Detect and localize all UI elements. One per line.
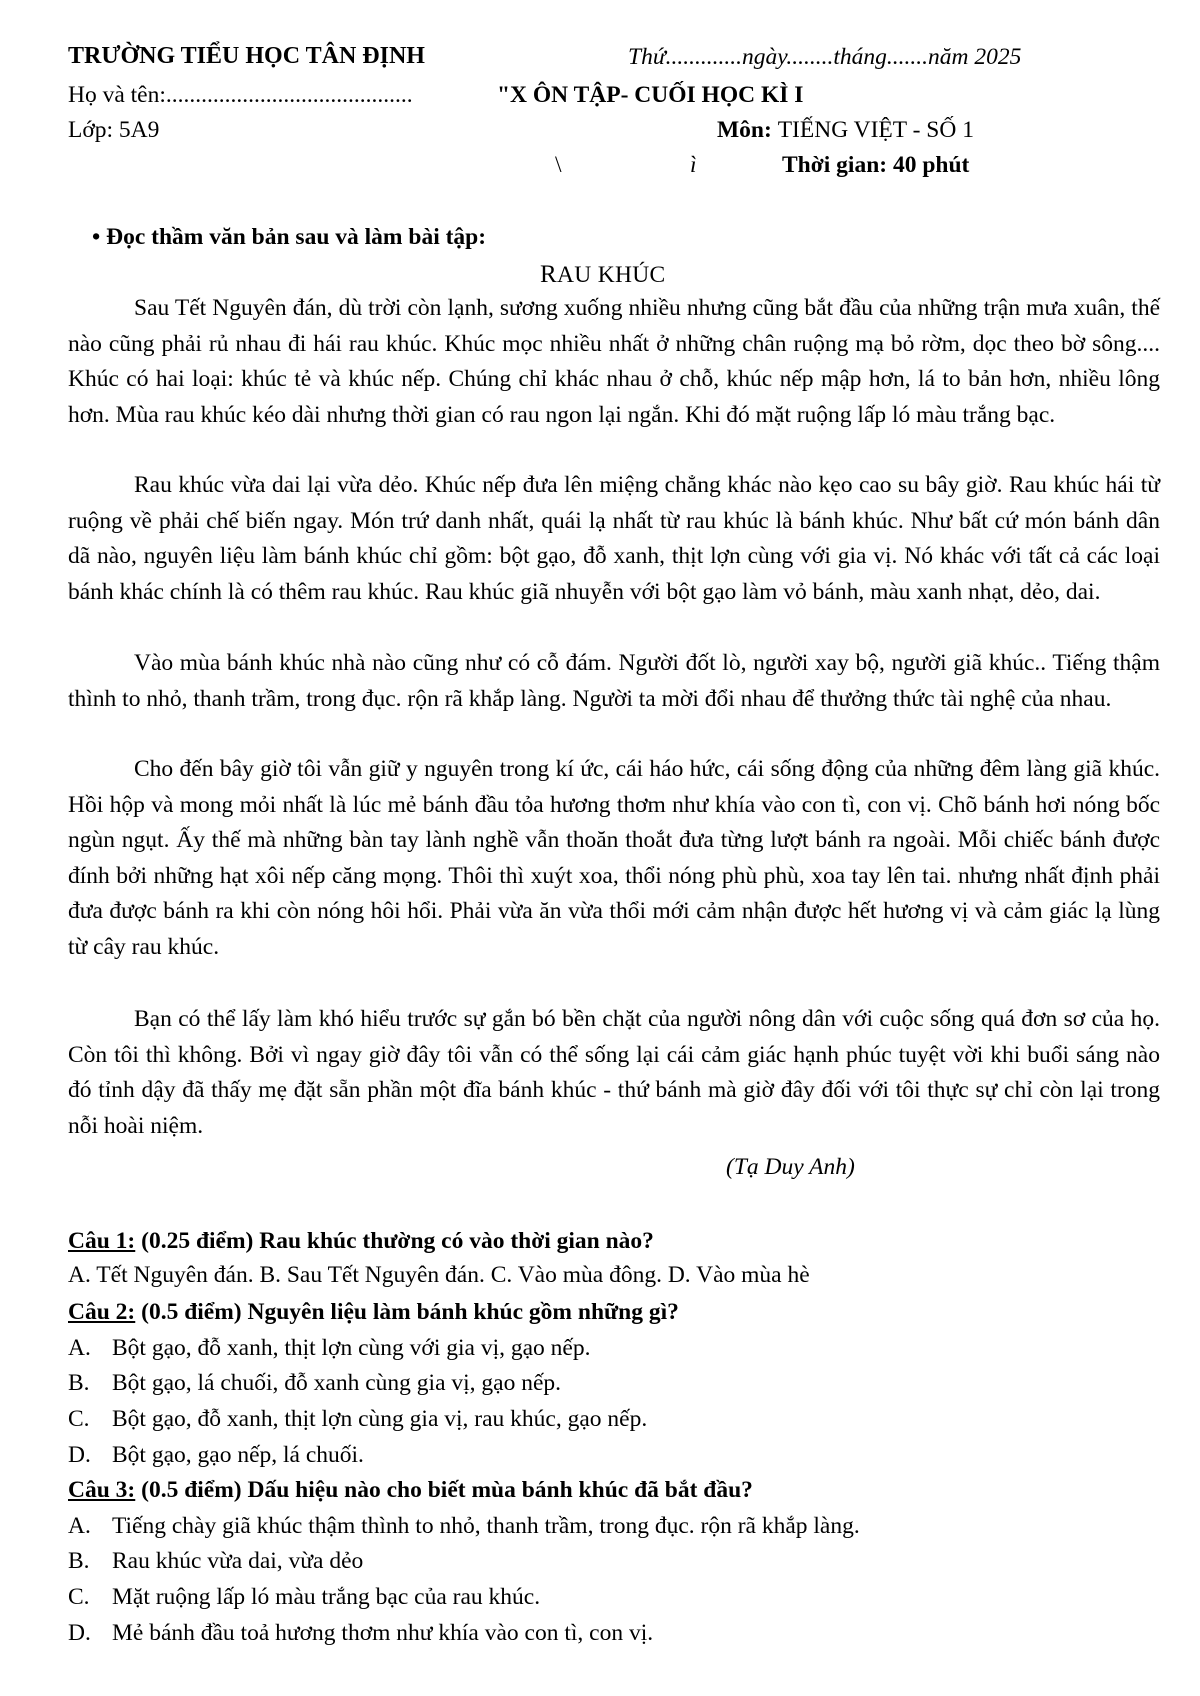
stray-mark-2: ì (690, 152, 697, 178)
subject-label: Môn: TIẾNG VIỆT - SỐ 1 (717, 117, 974, 143)
story-paragraph-5: Bạn có thể lấy làm khó hiểu trước sự gắn bó bền chặt của người nông dân với cuộc sống quá đơn sơ của họ. Còn tôi thì không. Bởi vì ngay giờ đây tôi vẫn có thể sống lại cái cảm giác hạnh phúc tuyệt vời khi buổi sáng nào đó tỉnh dậy đã thấy mẹ đặt sẵn phần một đĩa bánh khúc - thứ bánh mà giờ đây đối với tôi thực sự chỉ còn lại trong nỗi hoài niệm. (68, 1006, 1160, 1139)
student-name-label: Họ và tên:.......................................... (68, 82, 413, 108)
question-3-heading: Câu 3: (0.5 điểm) Dấu hiệu nào cho biết mùa bánh khúc đã bắt đầu? (68, 1477, 753, 1503)
question-2-option-c: C. Bột gạo, đỗ xanh, thịt lợn cùng gia vị, rau khúc, gạo nếp. (68, 1406, 648, 1432)
story-paragraph-1: Sau Tết Nguyên đán, dù trời còn lạnh, sương xuống nhiều nhưng cũng bắt đầu của những trận mưa xuân, thế nào cũng phải rủ nhau đi hái rau khúc. Khúc mọc nhiều nhất ở những chân ruộng mạ bỏ rờm, dọc theo bờ sông.... Khúc có hai loại: khúc tẻ và khúc nếp. Chúng chỉ khác nhau ở chỗ, khúc nếp mập hơn, lá to bản hơn, nhiều lông hơn. Mùa rau khúc kéo dài nhưng thời gian có rau ngon lại ngắn. Khi đó mặt ruộng lấp ló màu trắng bạc. (68, 295, 1160, 428)
story-paragraph-3: Vào mùa bánh khúc nhà nào cũng như có cỗ đám. Người đốt lò, người xay bộ, người giã khúc.. Tiếng thậm thình to nhỏ, thanh trầm, trong đục. rộn rã khắp làng. Người ta mời đổi nhau để thưởng thức tài nghệ của nhau. (68, 650, 1160, 712)
exam-title: "X ÔN TẬP- CUỐI HỌC KÌ I (497, 82, 804, 108)
question-2-option-b: B. Bột gạo, lá chuối, đỗ xanh cùng gia vị, gạo nếp. (68, 1370, 562, 1396)
question-3-option-d: D. Mẻ bánh đầu toả hương thơm như khía vào con tì, con vị. (68, 1620, 654, 1646)
story-title: RAU KHÚC (540, 261, 666, 288)
class-label: Lớp: 5A9 (68, 117, 160, 143)
question-1-heading: Câu 1: (0.25 điểm) Rau khúc thường có vào thời gian nào? (68, 1228, 654, 1254)
question-3-option-a: A. Tiếng chày giã khúc thậm thình to nhỏ, thanh trầm, trong đục. rộn rã khắp làng. (68, 1513, 860, 1539)
question-3-option-b: B. Rau khúc vừa dai, vừa dẻo (68, 1548, 364, 1574)
date-line: Thứ.............ngày........tháng.......năm 2025 (628, 44, 1022, 70)
stray-mark-1: \ (555, 152, 562, 178)
question-3-option-c: C. Mặt ruộng lấp ló màu trắng bạc của rau khúc. (68, 1584, 541, 1610)
question-1-options: A. Tết Nguyên đán. B. Sau Tết Nguyên đán. C. Vào mùa đông. D. Vào mùa hè (68, 1262, 810, 1288)
school-name: TRƯỜNG TIỂU HỌC TÂN ĐỊNH (68, 43, 425, 69)
time-label: Thời gian: 40 phút (782, 152, 970, 178)
story-paragraph-4: Cho đến bây giờ tôi vẫn giữ y nguyên trong kí ức, cái háo hức, cái sống động của những đêm làng giã khúc. Hồi hộp và mong mỏi nhất là lúc mẻ bánh đầu tỏa hương thơm như khía vào con tì, con vị. Chõ bánh hơi nóng bốc ngùn ngụt. Ấy thế mà những bàn tay lành nghề vẫn thoăn thoắt đưa từng lượt bánh ra ngoài. Mỗi chiếc bánh được đính bởi những hạt xôi nếp căng mọng. Thôi thì xuýt xoa, thổi nóng phù phù, xoa tay lên tai. nhưng nhất định phải đưa được bánh ra khi còn nóng hôi hổi. Phải vừa ăn vừa thổi mới cảm nhận được hết hương vị và cảm giác lạ lùng từ cây rau khúc. (68, 756, 1160, 960)
question-2-heading: Câu 2: (0.5 điểm) Nguyên liệu làm bánh khúc gồm những gì? (68, 1299, 679, 1325)
subject-value: TIẾNG VIỆT - SỐ 1 (777, 117, 974, 143)
story-author: (Tạ Duy Anh) (726, 1154, 855, 1180)
story-paragraph-2: Rau khúc vừa dai lại vừa dẻo. Khúc nếp đưa lên miệng chẳng khác nào kẹo cao su bây giờ. Rau khúc hái từ ruộng về phải chế biến ngay. Món trứ danh nhất, quái lạ nhất từ rau khúc là bánh khúc. Như bất cứ món bánh dân dã nào, nguyên liệu làm bánh khúc chỉ gồm: bột gạo, đỗ xanh, thịt lợn cùng với gia vị. Nó khác với tất cả các loại bánh khác chính là có thêm rau khúc. Rau khúc giã nhuyễn với bột gạo làm vỏ bánh, màu xanh nhạt, dẻo, dai. (68, 472, 1160, 605)
reading-instruction: • Đọc thầm văn bản sau và làm bài tập: (92, 224, 487, 250)
question-2-option-a: A. Bột gạo, đỗ xanh, thịt lợn cùng với gia vị, gạo nếp. (68, 1335, 591, 1361)
question-2-option-d: D. Bột gạo, gạo nếp, lá chuối. (68, 1442, 364, 1468)
